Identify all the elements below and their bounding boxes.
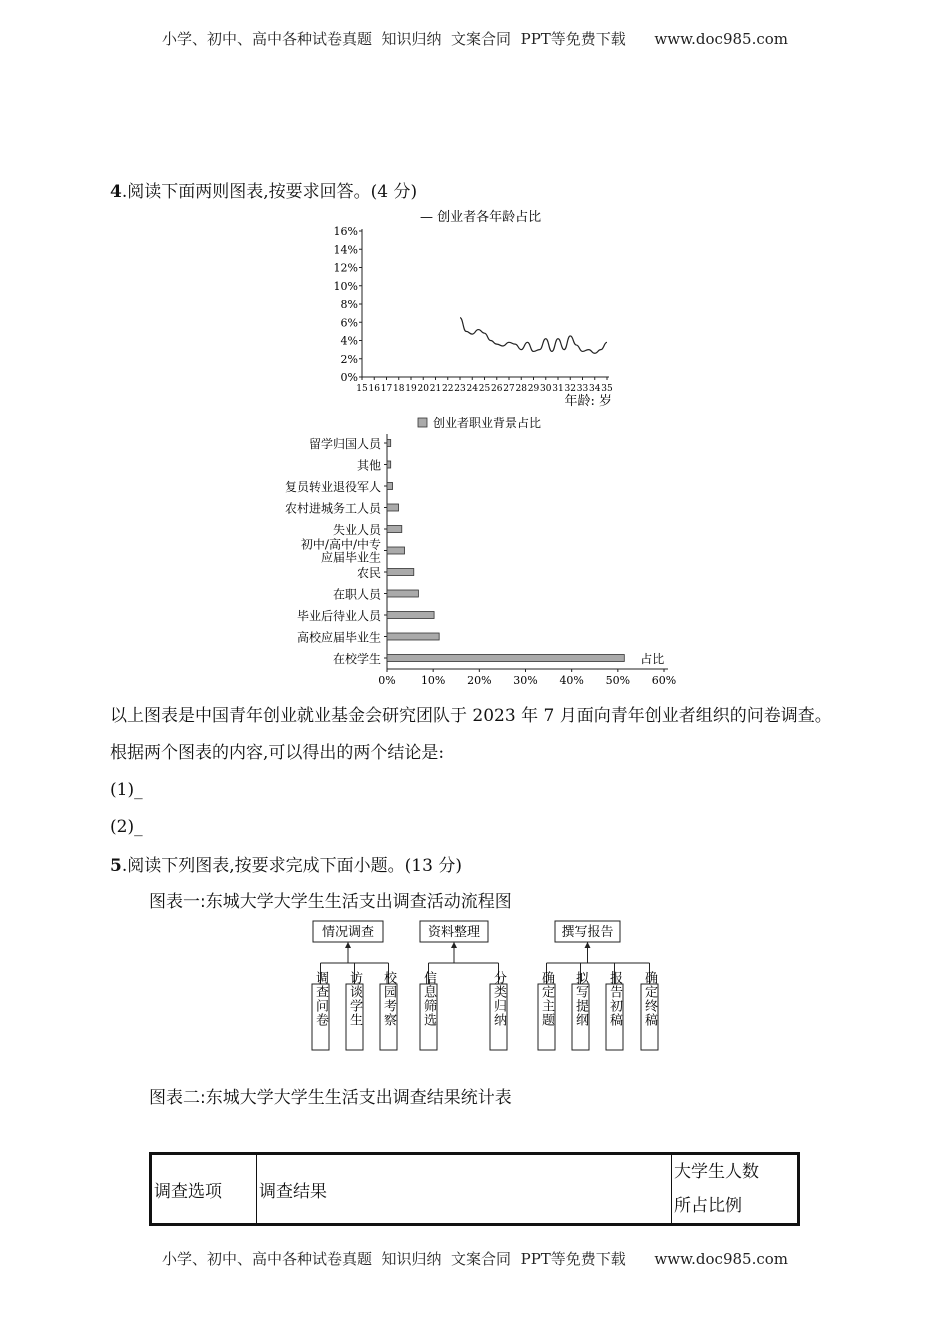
table-header-ratio (672, 1154, 799, 1225)
footer-text: 小学、初中、高中各种试卷真题 知识归纳 文案合同 PPT等免费下载 (161, 1250, 626, 1268)
bar-x-tick-label: 40% (559, 674, 584, 687)
answer-line-1[interactable]: (1)_ (110, 780, 143, 800)
category-label: 其他 (356, 458, 381, 473)
x-tick-label: 17 (380, 384, 393, 394)
flow-step-label: 资料整理 (427, 925, 481, 940)
category-label: 在职人员 (332, 587, 381, 602)
table-row (151, 1154, 799, 1225)
y-tick-label: 14% (333, 243, 358, 257)
question-4-text: .阅读下面两则图表,按要求回答。(4 分) (121, 182, 418, 202)
page-header-bottom (0, 1248, 950, 1269)
line-legend: — 创业者各年龄占比 (420, 210, 542, 225)
x-tick-label: 27 (503, 384, 515, 394)
series-line-age (460, 318, 607, 354)
y-tick-label: 16% (333, 225, 358, 238)
x-tick-label: 26 (491, 384, 503, 394)
bar (387, 504, 399, 511)
question-4-stem (110, 177, 417, 202)
category-label: 毕业后待业人员 (296, 609, 381, 623)
bar-x-tick-label: 0% (378, 674, 396, 687)
x-tick-label: 18 (393, 384, 405, 394)
bar-legend-label: 创业者职业背景占比 (433, 416, 542, 430)
flow-arrow-icon (451, 942, 457, 948)
x-tick-label: 16 (368, 384, 380, 394)
bar (387, 569, 414, 576)
bar (387, 655, 624, 662)
x-tick-label: 31 (552, 384, 564, 394)
bar-x-tick-label: 50% (605, 674, 631, 687)
x-tick-label: 30 (540, 384, 552, 394)
category-label: 留学归国人员 (308, 437, 381, 451)
x-tick-label: 34 (589, 384, 601, 394)
bar (387, 547, 405, 554)
flow-substep-label: 信息筛选 (421, 971, 436, 1027)
y-tick-label: 10% (333, 279, 358, 293)
table-header-option: 调查选项 (151, 1154, 257, 1225)
flow-substep-label: 调查问卷 (313, 971, 328, 1027)
bar (387, 526, 402, 533)
y-tick-label: 8% (340, 298, 358, 311)
category-label: 农村进城务工人员 (284, 501, 381, 516)
x-tick-label: 32 (564, 384, 576, 394)
table-header-result: 调查结果 (257, 1154, 672, 1225)
flow-substep-label: 访谈学生 (347, 971, 362, 1027)
y-tick-label: 12% (333, 261, 358, 275)
bar (387, 612, 434, 619)
flow-substep-label: 拟写提纲 (573, 971, 588, 1027)
answer-line-2[interactable]: (2)_ (110, 817, 143, 837)
x-tick-label: 24 (466, 384, 478, 394)
x-tick-label: 23 (454, 384, 466, 394)
x-tick-label: 33 (576, 384, 589, 394)
flow-step-label: 撰写报告 (561, 925, 614, 940)
category-label: 应届毕业生 (320, 550, 381, 565)
bar (387, 590, 418, 597)
flow-substep-label: 报告初稿 (607, 971, 622, 1027)
y-tick-label: 2% (340, 352, 358, 366)
x-tick-label: 28 (515, 384, 527, 394)
category-label: 初中/高中/中专 (300, 537, 381, 552)
table-caption: 图表二:东城大学大学生生活支出调查结果统计表 (149, 1088, 512, 1108)
x-tick-label: 20 (417, 384, 429, 394)
category-label: 在校学生 (332, 652, 381, 666)
flow-substep-label: 确定主题 (539, 971, 554, 1027)
y-tick-label: 0% (340, 371, 358, 384)
bar (387, 483, 393, 490)
x-tick-label: 22 (442, 384, 454, 394)
x-tick-label: 29 (527, 384, 540, 394)
footer-site[interactable]: www.doc985.com (654, 1250, 788, 1268)
flow-substep-label: 校园考察 (381, 971, 396, 1027)
ratio-line-1: 大学生人数 (674, 1162, 759, 1182)
bar (387, 440, 391, 447)
category-label: 农民 (356, 566, 381, 580)
bar-x-tick-label: 20% (467, 674, 492, 687)
page-header-top (0, 28, 950, 49)
bar-legend-swatch (418, 418, 427, 427)
bar-value-axis-label: 占比 (640, 652, 665, 666)
x-axis-label: 年龄: 岁 (564, 394, 612, 409)
header-text: 小学、初中、高中各种试卷真题 知识归纳 文案合同 PPT等免费下载 (161, 30, 626, 48)
question-4-paragraph: 以上图表是中国青年创业就业基金会研究团队于 2023 年 7 月面向青年创业者组织的问卷调查。根据两个图表的内容,可以得出的两个结论是: (110, 706, 832, 763)
y-tick-label: 6% (340, 316, 358, 330)
category-label: 复员转业退役军人 (284, 480, 381, 494)
category-label: 高校应届毕业生 (296, 630, 381, 645)
flow-substep-label: 确定终稿 (642, 971, 657, 1027)
question-5-stem (110, 851, 462, 876)
question-5-text: .阅读下列图表,按要求完成下面小题。(13 分) (121, 856, 462, 876)
y-tick-label: 4% (340, 334, 358, 348)
category-label: 失业人员 (332, 523, 381, 537)
x-tick-label: 35 (601, 384, 613, 394)
bar-x-tick-label: 10% (420, 674, 446, 687)
x-tick-label: 15 (356, 384, 368, 394)
header-site[interactable]: www.doc985.com (654, 30, 788, 48)
survey-flowchart (290, 915, 660, 1055)
x-tick-label: 25 (478, 384, 491, 394)
bar-x-tick-label: 60% (651, 674, 677, 687)
question-5-number: 5 (110, 856, 122, 876)
x-tick-label: 21 (429, 384, 442, 394)
bar-x-tick-label: 30% (513, 674, 538, 687)
age-line-chart (320, 205, 630, 410)
flow-substep-label: 分类归纳 (491, 971, 506, 1027)
bar (387, 633, 439, 640)
flow-arrow-icon (345, 942, 351, 948)
x-tick-label: 19 (405, 384, 417, 394)
result-table (149, 1152, 800, 1226)
flow-arrow-icon (585, 942, 591, 948)
bar (387, 461, 391, 468)
occupation-bar-chart (260, 412, 690, 690)
question-4-number: 4 (110, 182, 122, 202)
flow-step-label: 情况调查 (321, 925, 375, 940)
ratio-line-2: 所占比例 (674, 1196, 742, 1216)
flowchart-caption: 图表一:东城大学大学生生活支出调查活动流程图 (149, 892, 512, 912)
